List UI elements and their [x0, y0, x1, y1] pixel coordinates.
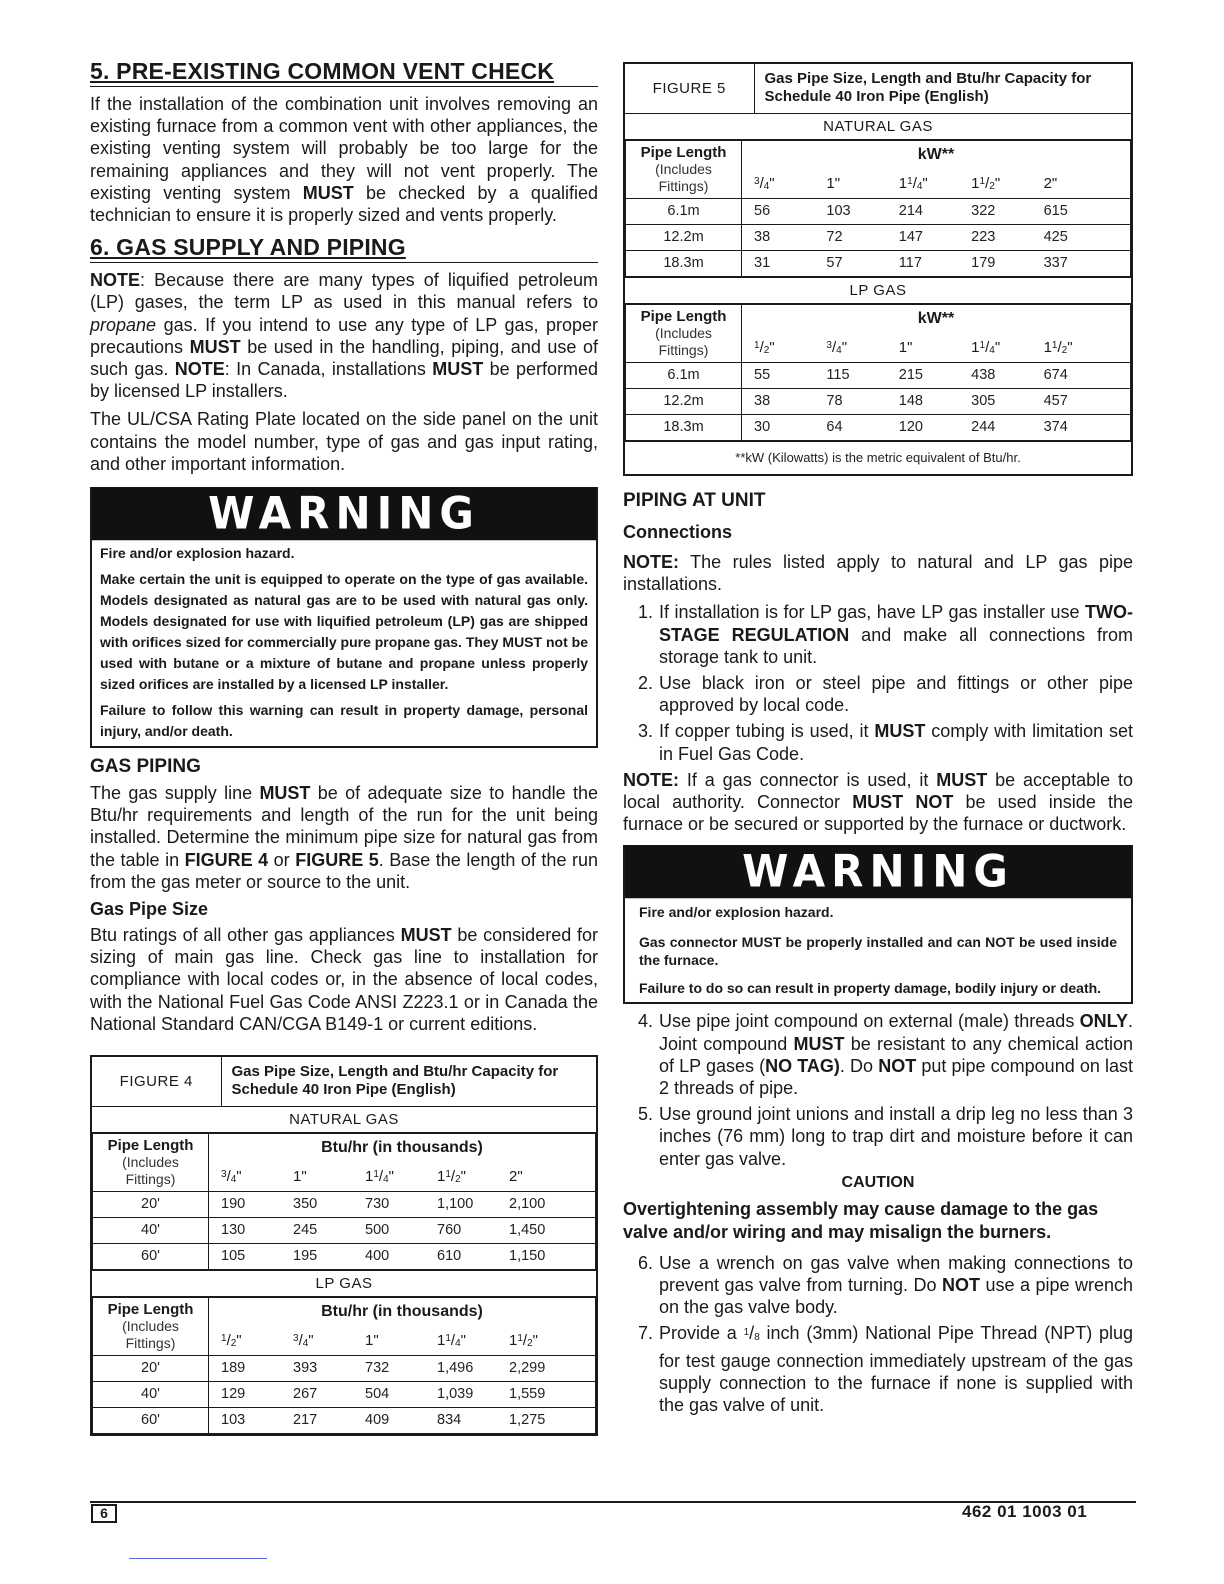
- pipe-size-header: 1": [898, 339, 913, 357]
- pipe-size-header: $1^1/_2$": [1043, 339, 1073, 357]
- capacity-unit-header: kW**: [742, 140, 1131, 170]
- capacity-cell: 1,100: [437, 1196, 474, 1213]
- capacity-cell: 179: [971, 255, 996, 271]
- capacity-cell: 190: [221, 1196, 246, 1213]
- pipe-size-header: 1": [365, 1332, 379, 1350]
- pipe-size-header: $^3/_4$": [221, 1168, 242, 1186]
- list-item: 3. If copper tubing is used, it MUST comply with limitation set in Fuel Gas Code.: [637, 721, 1133, 764]
- warning-banner: WARNING: [625, 846, 1131, 899]
- capacity-cell: 189: [221, 1360, 246, 1377]
- capacity-cell: 400: [365, 1248, 390, 1265]
- pipe-size-header: $1^1/_2$": [971, 175, 1001, 193]
- table-row: [626, 198, 1131, 224]
- pipe-length-cell: 12.2m: [626, 388, 742, 414]
- capacity-cell: 337: [1043, 255, 1068, 271]
- table-row: [93, 1407, 596, 1433]
- steps-list-3: [623, 1252, 1133, 1416]
- natural-gas-label: NATURAL GAS: [624, 113, 1132, 139]
- capacity-cell: 374: [1043, 419, 1068, 435]
- pipe-size-header: 1": [826, 175, 841, 193]
- lp-gas-label: LP GAS: [624, 277, 1132, 303]
- lp-gas-note: NOTE: Because there are many types of liquified petroleum (LP) gases, the term LP as used in this manual refers to propane gas. If you intend to use any type of LP gas, proper precautions MUST be used in the handling, piping, and use of such gas. NOTE: In Canada, installations MUST be performed by licensed LP installers.: [90, 270, 599, 402]
- rating-plate-paragraph: The UL/CSA Rating Plate located on the side panel on the unit contains the model number, type of gas and gas input rating, and other important information.: [90, 409, 598, 474]
- capacity-cell: 244: [971, 419, 996, 435]
- capacity-cell: 409: [365, 1412, 390, 1429]
- capacity-cell: 103: [221, 1412, 246, 1429]
- capacity-cell: 245: [293, 1222, 318, 1239]
- gas-connector-note: NOTE: If a gas connector is used, it MUST be acceptable to local authority. Connector MUST NOT be used inside the furnace or be secured or supported by the furnace or ductwork.: [623, 769, 1133, 835]
- lp-gas-label: LP GAS: [91, 1270, 597, 1296]
- capacity-cell: 217: [293, 1412, 318, 1429]
- capacity-cell: 147: [898, 229, 923, 245]
- capacity-cell: 1,150: [509, 1248, 546, 1265]
- pipe-length-cell: 18.3m: [626, 414, 742, 440]
- gas-piping-heading: GAS PIPING: [90, 756, 201, 778]
- capacity-cell: 38: [754, 229, 771, 245]
- pipe-size-header: 2": [1043, 175, 1058, 193]
- piping-at-unit-heading: PIPING AT UNIT: [623, 490, 766, 511]
- capacity-cell: 1,039: [437, 1386, 474, 1403]
- warning-box-connector: [623, 845, 1133, 1004]
- pipe-size-header: 1": [293, 1168, 307, 1186]
- figure-5-lp-grid: [625, 304, 1131, 441]
- pipe-length-cell: 60': [93, 1243, 209, 1269]
- list-item: 6. Use a wrench on gas valve when making connections to prevent gas valve from turning. Do NOT use a pipe wrench on the gas valve body.: [637, 1252, 1133, 1318]
- gas-pipe-size-heading: Gas Pipe Size: [90, 899, 209, 920]
- table-row: [626, 414, 1131, 440]
- capacity-cell: 38: [754, 393, 771, 409]
- pipe-size-header: $^3/_4$": [754, 175, 775, 193]
- capacity-cell: 117: [898, 255, 922, 271]
- right-column: [623, 62, 1133, 1420]
- pipe-size-header: $^3/_4$": [826, 339, 848, 357]
- capacity-cell: 2,299: [509, 1360, 546, 1377]
- capacity-cell: 1,496: [437, 1360, 474, 1377]
- table-row: [93, 1355, 596, 1381]
- pipe-length-header: Pipe Length (Includes Fittings): [626, 140, 742, 198]
- capacity-cell: 425: [1043, 229, 1068, 245]
- capacity-unit-header: Btu/hr (in thousands): [209, 1297, 596, 1327]
- figure-4-natural-grid: [92, 1133, 596, 1270]
- capacity-cell: 103: [826, 203, 851, 219]
- pipe-size-header: $1^1/_4$": [365, 1168, 394, 1186]
- capacity-cell: 64: [826, 419, 843, 435]
- capacity-cell: 350: [293, 1196, 318, 1213]
- caution-text: Overtightening assembly may cause damage to the gas valve and/or wiring and may misalign the burners.: [623, 1198, 1099, 1242]
- capacity-cell: 31: [754, 255, 771, 271]
- capacity-cell: 1,559: [509, 1386, 546, 1403]
- figure-5-title: Gas Pipe Size, Length and Btu/hr Capacity for Schedule 40 Iron Pipe (English): [754, 63, 1132, 113]
- capacity-cell: 72: [826, 229, 843, 245]
- pipe-length-header: Pipe Length (Includes Fittings): [93, 1133, 209, 1191]
- capacity-cell: 730: [365, 1196, 390, 1213]
- table-row: [626, 250, 1131, 276]
- left-column: [90, 58, 598, 1436]
- capacity-cell: 55: [754, 367, 771, 383]
- list-item: 2. Use black iron or steel pipe and fittings or other pipe approved by local code.: [637, 673, 1133, 716]
- capacity-cell: 195: [293, 1248, 318, 1265]
- capacity-cell: 457: [1043, 393, 1068, 409]
- capacity-cell: 305: [971, 393, 996, 409]
- warning-detail: Gas connector MUST be properly installed and can NOT be used inside the furnace.: [639, 934, 1117, 969]
- capacity-cell: 148: [898, 393, 923, 409]
- capacity-cell: 215: [898, 367, 923, 383]
- natural-gas-label: NATURAL GAS: [91, 1106, 597, 1132]
- pipe-size-header: $1^1/_2$": [437, 1168, 466, 1186]
- pipe-size-header: $1^1/_4$": [971, 339, 1001, 357]
- capacity-cell: 674: [1043, 367, 1068, 383]
- capacity-cell: 322: [971, 203, 996, 219]
- capacity-cell: 500: [365, 1222, 390, 1239]
- document-number: 462 01 1003 01: [962, 1502, 1088, 1521]
- connections-heading: Connections: [623, 522, 733, 542]
- pipe-length-cell: 40': [93, 1217, 209, 1243]
- decorative-blue-rule: [129, 1558, 267, 1559]
- capacity-cell: 732: [365, 1360, 390, 1377]
- capacity-cell: 56: [754, 203, 771, 219]
- figure-4-label: FIGURE 4: [91, 1056, 221, 1106]
- pipe-size-header: $^1/_2$": [221, 1332, 242, 1350]
- gas-piping-paragraph: The gas supply line MUST be of adequate size to handle the Btu/hr requirements and length of the run for the unit being installed. Determine the minimum pipe size for natural gas from the table in FIGURE 4 or FIGURE 5. Base the length of the run from the gas meter or source to the unit.: [90, 783, 598, 892]
- pipe-length-cell: 20': [93, 1191, 209, 1217]
- caution-label: CAUTION: [841, 1173, 915, 1191]
- warning-body: [625, 897, 1131, 1002]
- capacity-cell: 2,100: [509, 1196, 546, 1213]
- figure-4-title: Gas Pipe Size, Length and Btu/hr Capacity for Schedule 40 Iron Pipe (English): [221, 1056, 597, 1106]
- pipe-length-cell: 12.2m: [626, 224, 742, 250]
- pipe-length-cell: 20': [93, 1355, 209, 1381]
- capacity-cell: 120: [898, 419, 923, 435]
- warning-consequence: Failure to do so can result in property damage, bodily injury or death.: [639, 980, 1102, 997]
- pipe-size-header: 2": [509, 1168, 523, 1186]
- pipe-length-cell: 60': [93, 1407, 209, 1433]
- list-item: 4. Use pipe joint compound on external (male) threads ONLY. Joint compound MUST be resistant to any chemical action of LP gases (NO TAG). Do NOT put pipe compound on last 2 threads of pipe.: [637, 1011, 1134, 1099]
- capacity-cell: 223: [971, 229, 996, 245]
- capacity-cell: 115: [826, 367, 850, 383]
- warning-banner: WARNING: [92, 488, 596, 541]
- capacity-cell: 1,275: [509, 1412, 546, 1429]
- figure-5-label: FIGURE 5: [624, 63, 754, 113]
- capacity-cell: 834: [437, 1412, 462, 1429]
- pipe-length-cell: 18.3m: [626, 250, 742, 276]
- pipe-length-header: Pipe Length (Includes Fittings): [626, 304, 742, 362]
- section-6-heading: 6. GAS SUPPLY AND PIPING: [90, 234, 598, 263]
- capacity-cell: 393: [293, 1360, 318, 1377]
- pipe-size-header: $^1/_2$": [754, 339, 775, 357]
- capacity-cell: 267: [293, 1386, 318, 1403]
- table-row: [626, 388, 1131, 414]
- section-5-body: If the installation of the combination unit involves removing an existing furnace from a common vent with other appliances, the existing venting system will probably be too large for the remaining appliances and they will not vent properly. The existing venting system MUST be checked by a qualified technician to ensure it is properly sized and vents properly.: [90, 94, 598, 226]
- pipe-length-cell: 40': [93, 1381, 209, 1407]
- table-row: [93, 1191, 596, 1217]
- warning-hazard-line: Fire and/or explosion hazard.: [100, 545, 295, 562]
- capacity-cell: 1,450: [509, 1222, 546, 1239]
- capacity-cell: 30: [754, 419, 771, 435]
- table-row: [93, 1381, 596, 1407]
- capacity-cell: 129: [221, 1386, 246, 1403]
- warning-detail: Make certain the unit is equipped to operate on the type of gas available. Models designated as natural gas are to be used with natural gas only. Models designated for use with liquified petroleum (LP) gas are shipped with orifices sized for commercially pure propane gas. They MUST not be used with butane or a mixture of butane and propane unless properly sized orifices are installed by a licensed LP installer.: [100, 571, 588, 693]
- connections-note: NOTE: The rules listed apply to natural and LP gas pipe installations.: [623, 552, 1133, 595]
- capacity-cell: 78: [826, 393, 843, 409]
- list-item: 7. Provide a $^1/_8$ inch (3mm) National Pipe Thread (NPT) plug for test gauge connection immediately upstream of the gas supply connection to the furnace if none is supplied with the gas valve of unit.: [637, 1323, 1134, 1416]
- pipe-length-cell: 6.1m: [626, 362, 742, 388]
- pipe-size-header: $^3/_4$": [293, 1332, 314, 1350]
- list-item: 5. Use ground joint unions and install a drip leg no less than 3 inches (76 mm) long to trap dirt and moisture before it can enter gas valve.: [637, 1104, 1133, 1169]
- capacity-cell: 760: [437, 1222, 462, 1239]
- capacity-cell: 214: [898, 203, 923, 219]
- pipe-size-header: $1^1/_2$": [509, 1332, 538, 1350]
- capacity-cell: 615: [1043, 203, 1068, 219]
- pipe-size-header: $1^1/_4$": [437, 1332, 466, 1350]
- warning-body: [92, 539, 596, 746]
- figure-4-lp-grid: [92, 1297, 596, 1434]
- capacity-cell: 57: [826, 255, 843, 271]
- capacity-cell: 105: [221, 1248, 246, 1265]
- warning-consequence: Failure to follow this warning can result in property damage, personal injury, and/or death.: [100, 702, 588, 740]
- table-row: [93, 1243, 596, 1269]
- gas-pipe-size-paragraph: Btu ratings of all other gas appliances MUST be considered for sizing of main gas line. Check gas line to installation for compliance with local codes or, in the absence of local codes, with the National Fuel Gas Code ANSI Z223.1 or in Canada the National Standard CAN/CGA B149-1 or current editions.: [90, 925, 598, 1034]
- section-5-heading: 5. PRE-EXISTING COMMON VENT CHECK: [90, 58, 598, 87]
- pipe-length-cell: 6.1m: [626, 198, 742, 224]
- figure-5-table: [623, 62, 1133, 476]
- capacity-cell: 610: [437, 1248, 462, 1265]
- table-row: [626, 224, 1131, 250]
- page-number: 6: [91, 1504, 117, 1523]
- capacity-cell: 438: [971, 367, 996, 383]
- kw-footnote: **kW (Kilowatts) is the metric equivalent of Btu/hr.: [624, 441, 1132, 475]
- capacity-cell: 504: [365, 1386, 390, 1403]
- list-item: 1. If installation is for LP gas, have LP gas installer use TWO-STAGE REGULATION and make all connections from storage tank to unit.: [637, 602, 1133, 667]
- capacity-unit-header: kW**: [742, 304, 1131, 334]
- figure-4-table: [90, 1055, 598, 1436]
- capacity-unit-header: Btu/hr (in thousands): [209, 1133, 596, 1163]
- table-row: [93, 1217, 596, 1243]
- warning-hazard-line: Fire and/or explosion hazard.: [639, 904, 834, 921]
- warning-box-explosion: [90, 487, 598, 748]
- capacity-cell: 130: [221, 1222, 246, 1239]
- table-row: [626, 362, 1131, 388]
- pipe-length-header: Pipe Length (Includes Fittings): [93, 1297, 209, 1355]
- steps-list-1: [623, 601, 1133, 764]
- pipe-size-header: $1^1/_4$": [898, 175, 928, 193]
- figure-5-natural-grid: [625, 140, 1131, 277]
- steps-list-2: [623, 1010, 1133, 1169]
